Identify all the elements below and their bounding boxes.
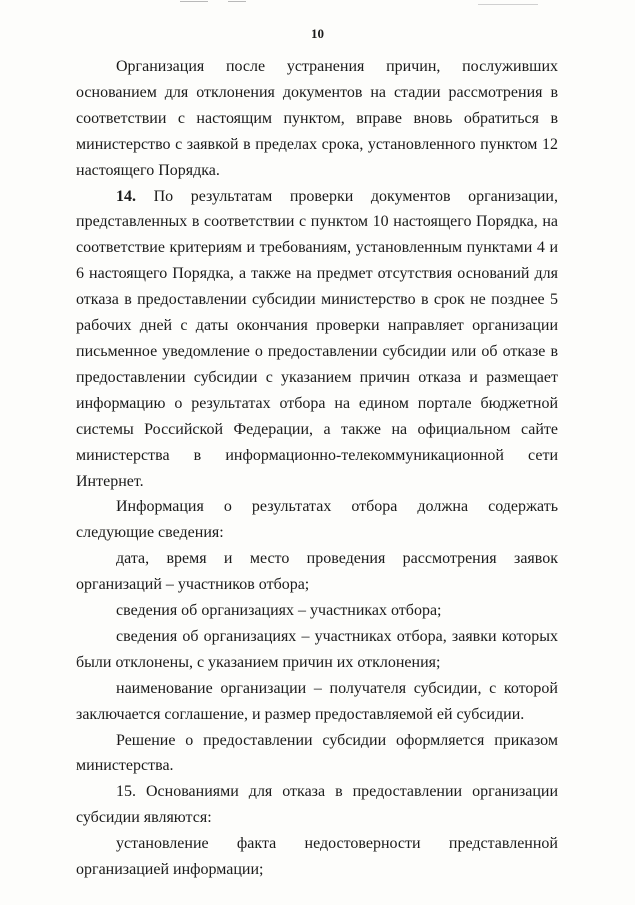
paragraph-text: наименование организации – получателя субсидии, с которой заключается соглашение, и размер предоставляемой ей субсидии. bbox=[76, 679, 558, 723]
document-body bbox=[76, 54, 558, 883]
paragraph-text: Информация о результатах отбора должна содержать следующие сведения: bbox=[76, 498, 558, 542]
paragraph bbox=[76, 494, 558, 546]
scan-artifact bbox=[478, 4, 538, 5]
scan-artifact bbox=[228, 1, 246, 2]
paragraph bbox=[76, 728, 558, 780]
paragraph-text: сведения об организациях – участниках отбора; bbox=[116, 602, 442, 620]
paragraph bbox=[76, 184, 558, 495]
paragraph bbox=[76, 779, 558, 831]
paragraph bbox=[76, 676, 558, 728]
paragraph-text: Решение о предоставлении субсидии оформляется приказом министерства. bbox=[76, 731, 558, 775]
page-number: 10 bbox=[311, 26, 324, 41]
paragraph-text: Организация после устранения причин, послуживших основанием для отклонения документов на стадии рассмотрения в соответствии с настоящим пунктом, вправе вновь обратиться в министерство с заявкой в пределах срока, установленного пунктом 12 настоящего Порядка. bbox=[76, 58, 558, 179]
clause-number: 14. bbox=[116, 187, 136, 205]
paragraph-text: По результатам проверки документов организации, представленных в соответствии с пунктом 10 настоящего Порядка, на соответствие критериям и требованиям, установленным пунктами 4 и 6 настоящего Порядка, а также на предмет отсутствия оснований для отказа в предоставлении субсидии министерство в срок не позднее 5 рабочих дней с даты окончания проверки направляет организации письменное уведомление о предоставлении субсидии или об отказе в предоставлении субсидии с указанием причин отказа и размещает информацию о результатах отбора на едином портале бюджетной системы Российской Федерации, а также на официальном сайте министерства в информационно-телекоммуникационной сети Интернет. bbox=[76, 187, 558, 490]
paragraph-text: дата, время и место проведения рассмотрения заявок организаций – участников отбора; bbox=[76, 550, 558, 594]
scan-artifact bbox=[180, 1, 208, 2]
paragraph bbox=[76, 831, 558, 883]
paragraph-text: 15. Основаниями для отказа в предоставлении организации субсидии являются: bbox=[76, 783, 558, 827]
paragraph bbox=[76, 598, 558, 624]
paragraph bbox=[76, 546, 558, 598]
paragraph-text: сведения об организациях – участниках отбора, заявки которых были отклонены, с указанием причин их отклонения; bbox=[76, 627, 558, 671]
paragraph-text: установление факта недостоверности представленной организацией информации; bbox=[76, 835, 558, 879]
paragraph bbox=[76, 54, 558, 184]
paragraph bbox=[76, 624, 558, 676]
